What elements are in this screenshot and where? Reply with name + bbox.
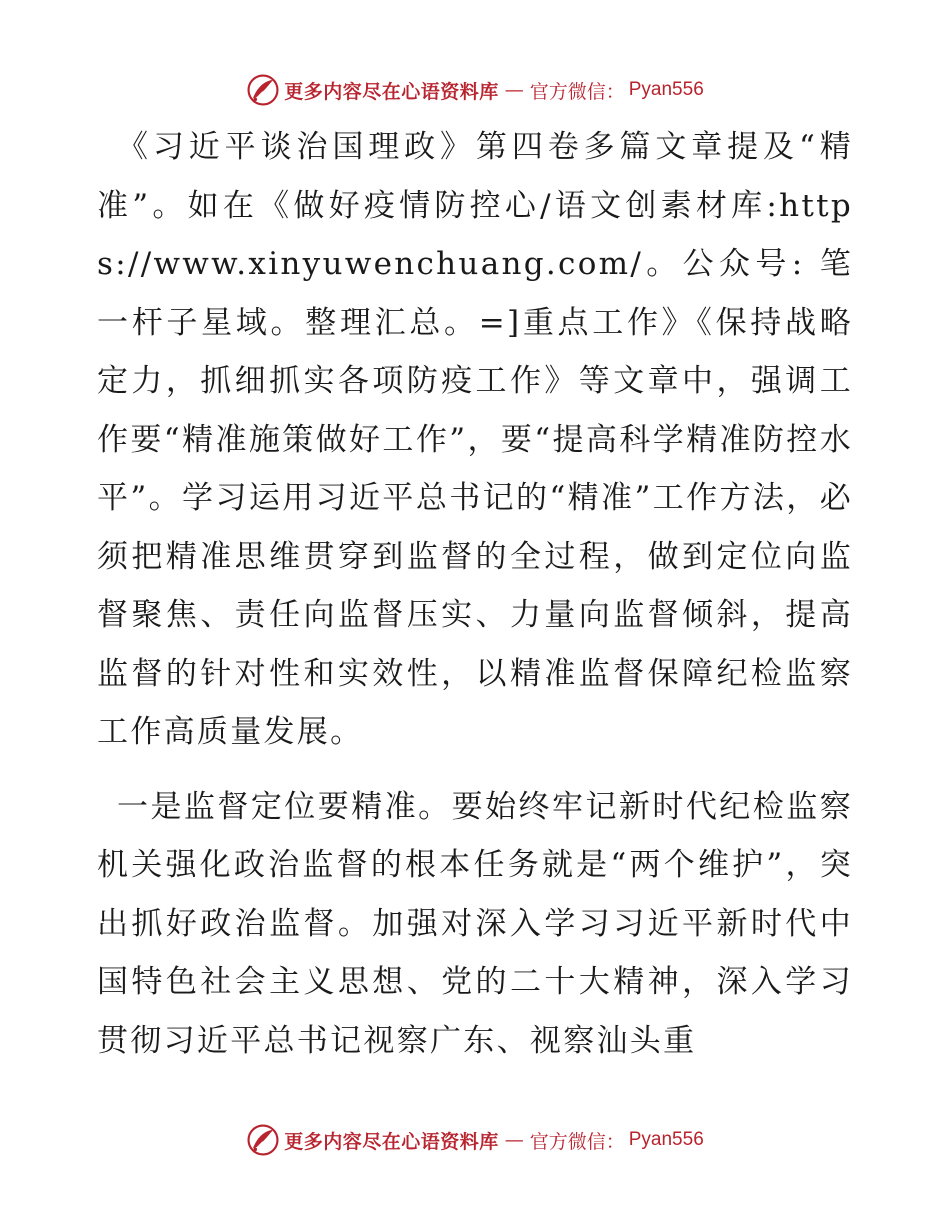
pen-logo-icon [246,73,280,107]
header-brand-text: 更多内容尽在心语资料库 [284,80,499,103]
footer-wechat-id: Pyan556 [628,1129,704,1150]
footer-brand-text: 更多内容尽在心语资料库 [284,1130,499,1153]
paragraph-2: 一是监督定位要精准。要始终牢记新时代纪检监察机关强化政治监督的根本任务就是“两个维护”，突出抓好政治监督。加强对深入学习习近平新时代中国特色社会主义思想、党的二十大精神，深入学习贯彻习近平总书记视察广东、视察汕头重 [97,788,853,1059]
header-wechat-label: 官方微信： [529,80,625,103]
header-separator: — [504,79,524,101]
header-wechat-id: Pyan556 [628,79,704,100]
header-brand[interactable] [246,73,704,107]
footer-brand[interactable] [246,1123,704,1157]
pen-logo-icon [246,1123,280,1157]
paragraph-1: 《习近平谈治国理政》第四卷多篇文章提及“精准”。如在《做好疫情防控心/语文创素材库:https://www.xinyuwenchuang.com/。公众号: 笔一杆子星域。整理汇总。=]重点工作》《保持战略定力，抓细抓实各项防疫工作》等文章中，强调工作要“精准施策做好工作”，要“提高科学精准防控水平”。学习运用习近平总书记的“精准”工作方法，必须把精准思维贯穿到监督的全过程，做到定位向监督聚焦、责任向监督压实、力量向监督倾斜，提高监督的针对性和实效性，以精准监督保障纪检监察工作高质量发展。 [97,129,853,750]
page-footer [0,1120,950,1160]
footer-separator: — [504,1129,524,1151]
page-header [0,70,950,110]
document-body [97,118,853,1070]
footer-wechat-label: 官方微信： [529,1130,625,1153]
